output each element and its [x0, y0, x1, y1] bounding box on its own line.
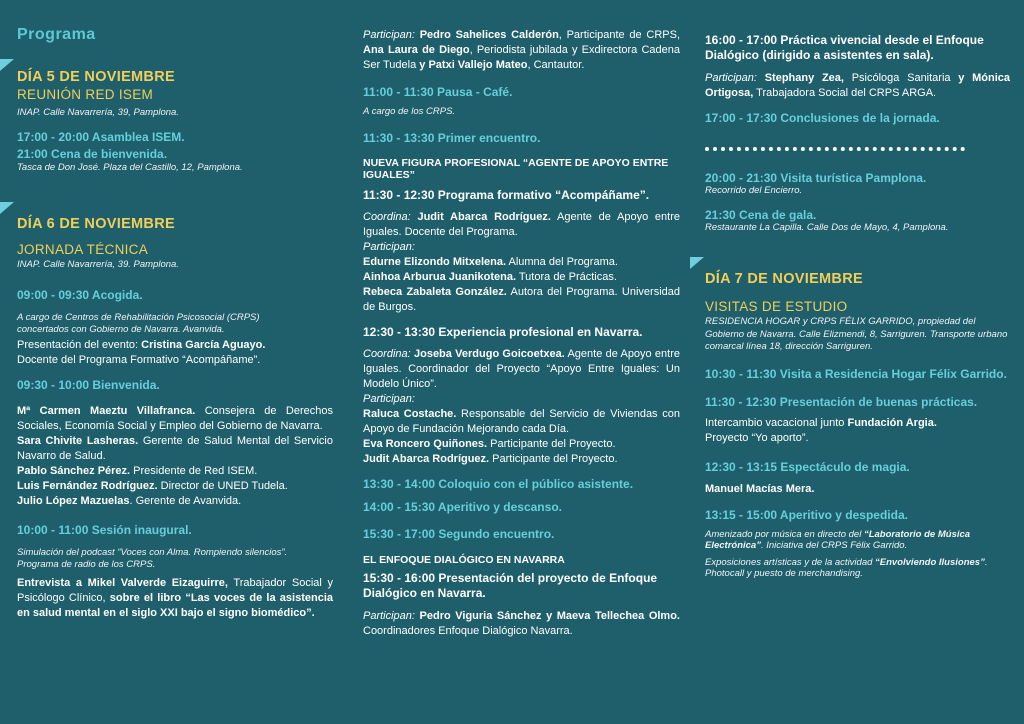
visita-turistica-time: 20:00 - 21:30 Visita turística Pamplona.: [705, 171, 927, 185]
participant-role: Trabajadora Social del CRPS ARGA.: [753, 87, 937, 99]
primer-encuentro-time: 11:30 - 13:30 Primer encuentro.: [363, 130, 541, 145]
speaker-role: Presidente de Red ISEM.: [130, 465, 258, 477]
column-middle: [345, 0, 690, 724]
participan-label: Participan:: [363, 609, 415, 622]
coordina-block-1: [363, 210, 680, 240]
segundo-encuentro-time: 15:30 - 17:00 Segundo encuentro.: [363, 526, 555, 541]
participant-name: Ainhoa Arburua Juanikotena.: [363, 270, 517, 283]
coordina-block-2: [363, 347, 680, 392]
pausa-cafe-time: 11:00 - 11:30 Pausa - Café.: [363, 85, 513, 99]
entrevista-bold-1: Entrevista a Mikel Valverde Eizaguirre,: [17, 577, 228, 589]
day6-title: DÍA 6 DE NOVIEMBRE: [17, 216, 175, 232]
coordinator-role: Agente de Apoyo entre Iguales. Coordinador del Proyecto “Apoyo Entre Iguales: Un Modelo Único”.: [363, 347, 681, 390]
speaker-role: Director de UNED Tudela.: [157, 480, 288, 492]
speaker-5: [17, 494, 333, 509]
participant-role: Participante del Proyecto.: [489, 452, 618, 465]
day7-header: [705, 271, 1010, 287]
day5-title: DÍA 5 DE NOVIEMBRE: [17, 69, 175, 85]
participant-name: Pedro Sahelices Calderón: [419, 29, 559, 41]
coordina-label: Coordina:: [363, 347, 411, 360]
nueva-figura-heading: NUEVA FIGURA PROFESIONAL “AGENTE DE APOYO ENTRE IGUALES”: [363, 156, 669, 181]
speaker-name: Luis Fernández Rodríguez.: [17, 480, 158, 492]
acogida-time: 09:00 - 09:30 Acogida.: [17, 288, 143, 302]
speaker-role: Gerente de Salud Mental del Servicio Navarro de Salud.: [17, 435, 333, 462]
participan-block-d: [705, 71, 1010, 101]
column-right: [690, 0, 1024, 724]
coloquio-time: 13:30 - 14:00 Coloquio con el público asistente.: [363, 476, 634, 491]
note-plain: Exposiciones artísticas y de la actividad: [705, 556, 876, 568]
presentacion-label: Presentación del evento:: [17, 339, 142, 351]
presentacion-evento: [17, 338, 333, 353]
note-bold: “Envolviendo Ilusiones”: [875, 556, 985, 568]
participant-name: Raluca Costache.: [363, 407, 457, 420]
participan-block-1: [363, 28, 680, 73]
pausa-note: A cargo de los CRPS.: [363, 106, 456, 117]
cena-bienvenida-time: 21:00 Cena de bienvenida.: [17, 147, 168, 161]
speaker-name: Julio López Mazuelas: [17, 495, 130, 507]
participant-b1: [363, 407, 680, 437]
participant-role: Autora del Programa. Universidad de Burgos.: [363, 285, 680, 313]
coordinator-name: Judit Abarca Rodríguez.: [417, 210, 551, 223]
participant-role: Psicóloga Sanitaria: [843, 72, 959, 84]
speaker-1: [17, 404, 333, 434]
speaker-4: [17, 479, 333, 494]
dotted-divider: [705, 147, 965, 151]
participant-role: Coordinadores Enfoque Dialógico Navarra.: [363, 624, 573, 637]
presentacion-role: Docente del Programa Formativo “Acompáñame”.: [17, 354, 261, 366]
cena-bienvenida-location: Tasca de Don José. Plaza del Castillo, 12, Pamplona.: [17, 162, 243, 173]
participant-name: Ana Laura de Diego: [363, 44, 470, 56]
acogida-note-1: A cargo de Centros de Rehabilitación Psicosocial (CRPS): [17, 312, 260, 323]
cena-gala-time: 21:30 Cena de gala.: [705, 207, 817, 222]
participan-block-c: [363, 609, 680, 639]
participant-a2: [363, 270, 680, 285]
participant-role: Alumna del Programa.: [506, 255, 618, 268]
participant-b3: [363, 452, 680, 467]
speaker-name: Mª Carmen Maeztu Villafranca.: [17, 405, 196, 417]
aperitivo-descanso-time: 14:00 - 15:30 Aperitivo y descanso.: [363, 499, 562, 514]
triangle-marker-icon: [0, 59, 14, 71]
despedida-note-2: [705, 557, 1010, 580]
note-plain: . Photocall y puesto de merchandising.: [705, 556, 988, 579]
conclusiones-time: 17:00 - 17:30 Conclusiones de la jornada.: [705, 111, 940, 125]
participant-role: Participante del Proyecto.: [487, 437, 616, 450]
acogida-note-2: concertados con Gobierno de Navarra. Avanvida.: [17, 323, 225, 335]
note-bold: “Laboratorio de Música Electrónica”: [705, 528, 971, 551]
visita-residencia-time: 10:30 - 11:30 Visita a Residencia Hogar Félix Garrido.: [705, 366, 1007, 381]
participant-a1: [363, 255, 680, 270]
coordinator-name: Joseba Verdugo Goicoetxea.: [413, 347, 565, 360]
fundacion-argia: Fundación Argia.: [847, 416, 937, 429]
despedida-note-1: [705, 529, 1010, 552]
practica-vivencial-time: 16:00 - 17:00 Práctica vivencial desde el Enfoque Dialógico (dirigido a asistentes en sala).: [705, 33, 984, 62]
day5-location: INAP. Calle Navarrería, 39, Pamplona.: [17, 107, 179, 118]
participant-role: Responsable del Servicio de Viviendas con Apoyo de Fundación Mejorando cada Día.: [363, 407, 680, 435]
buenas-practicas-time: 11:30 - 12:30 Presentación de buenas prácticas.: [705, 394, 978, 409]
participan-label: Participan:: [705, 72, 757, 84]
participan-label-3: Participan:: [363, 392, 415, 405]
day6-location: INAP. Calle Navarrería, 39. Pamplona.: [17, 259, 179, 270]
participant-role: , Periodista jubilada y Exdirectora Cadena Ser Tudela: [363, 44, 680, 71]
enfoque-heading: EL ENFOQUE DIALÓGICO EN NAVARRA: [363, 553, 565, 566]
intercambio-text: [705, 416, 1010, 431]
speaker-name: Sara Chivite Lasheras.: [17, 435, 139, 447]
speaker-name: Pablo Sánchez Pérez.: [17, 465, 131, 477]
day5-header: [17, 69, 333, 85]
participant-name: Patxi Vallejo Mateo: [428, 59, 528, 71]
speaker-role: Consejera de Derechos Sociales, Economía Social y Empleo del Gobierno de Navarra.: [17, 405, 334, 432]
presentacion-name: Cristina García Aguayo.: [141, 339, 266, 351]
participant-role: , Participante de CRPS,: [558, 29, 680, 41]
participant-name: Stephany Zea,: [764, 72, 844, 84]
note-plain: . Iniciativa del CRPS Félix Garrido.: [760, 540, 908, 551]
asamblea-time: 17:00 - 20:00 Asamblea ISEM.: [17, 130, 185, 144]
coordina-label: Coordina:: [363, 210, 411, 223]
programa-formativo-time: 11:30 - 12:30 Programa formativo “Acompáñame”.: [363, 187, 650, 202]
participan-label-2: Participan:: [363, 240, 415, 253]
visita-note: Recorrido del Encierro.: [705, 185, 803, 196]
participant-name: Eva Roncero Quiñones.: [363, 437, 488, 450]
participant-name: Judit Abarca Rodríguez.: [363, 452, 490, 465]
coordinator-role: Agente de Apoyo entre Iguales. Docente del Programa.: [363, 210, 681, 238]
participant-name: Mónica Ortigosa,: [705, 72, 1011, 99]
magia-time: 12:30 - 13:15 Espectáculo de magia.: [705, 459, 910, 474]
bienvenida-time: 09:30 - 10:00 Bienvenida.: [17, 378, 160, 392]
participant-name: Edurne Elizondo Mitxelena.: [363, 255, 507, 268]
despedida-time: 13:15 - 15:00 Aperitivo y despedida.: [705, 507, 908, 522]
entrevista-plain: Trabajador Social y Psicólogo Clínico,: [17, 577, 334, 604]
speaker-role: . Gerente de Avanvida.: [129, 495, 242, 507]
magia-performer: [705, 482, 1010, 497]
participant-names: Pedro Viguria Sánchez y Maeva Tellechea Olmo.: [419, 609, 680, 622]
experiencia-time: 12:30 - 13:30 Experiencia profesional en Navarra.: [363, 324, 643, 339]
participant-role: , Cantautor.: [527, 59, 585, 71]
presentacion-proyecto-time: 15:30 - 16:00 Presentación del proyecto de Enfoque Dialógico en Navarra.: [363, 570, 658, 600]
participant-name: Rebeca Zabaleta González.: [363, 285, 507, 298]
inaugural-note-1: Simulación del podcast “Voces con Alma. Rompiendo silencios”.: [17, 547, 288, 558]
participant-b2: [363, 437, 680, 452]
conjunction: y: [419, 59, 426, 71]
inaugural-note-2: Programa de radio de los CRPS.: [17, 558, 156, 570]
speaker-2: [17, 434, 333, 464]
program-title: Programa: [17, 26, 96, 43]
cena-gala-note: Restaurante La Capilla. Calle Dos de Mayo, 4, Pamplona.: [705, 221, 949, 233]
day7-subtitle: VISITAS DE ESTUDIO: [705, 299, 848, 314]
triangle-marker-icon: [0, 202, 14, 214]
note-plain: Amenizado por música en directo del: [705, 528, 864, 540]
entrevista-bold-2: sobre el libro “Las voces de la asistencia en salud mental en el siglo XXI bajo el signo biomédico”.: [17, 592, 333, 619]
intercambio-plain: Intercambio vacacional junto: [705, 416, 848, 429]
day6-header: [17, 216, 333, 232]
column-left: [0, 0, 345, 724]
day6-subtitle: JORNADA TÉCNICA: [17, 242, 149, 257]
day7-title: DÍA 7 DE NOVIEMBRE: [705, 271, 863, 287]
triangle-marker-icon: [690, 257, 704, 269]
speaker-3: [17, 464, 333, 479]
participant-role: Tutora de Prácticas.: [516, 270, 617, 283]
day7-location: RESIDENCIA HOGAR y CRPS FÉLIX GARRIDO, propiedad del Gobierno de Navarra. Calle Elizmendi, 8, Sarriguren. Transporte urbano comarcal línea 18, dirección Sarriguren.: [705, 316, 1008, 352]
sesion-inaugural-time: 10:00 - 11:00 Sesión inaugural.: [17, 523, 192, 537]
proyecto-yo-aporto: Proyecto “Yo aporto”.: [705, 431, 809, 444]
participant-a3: [363, 285, 680, 315]
entrevista-text: [17, 576, 333, 621]
day5-subtitle: REUNIÓN RED ISEM: [17, 87, 154, 102]
participan-label: Participan:: [363, 29, 415, 41]
performer-name: Manuel Macías Mera.: [705, 482, 815, 495]
conjunction: y: [958, 72, 965, 84]
